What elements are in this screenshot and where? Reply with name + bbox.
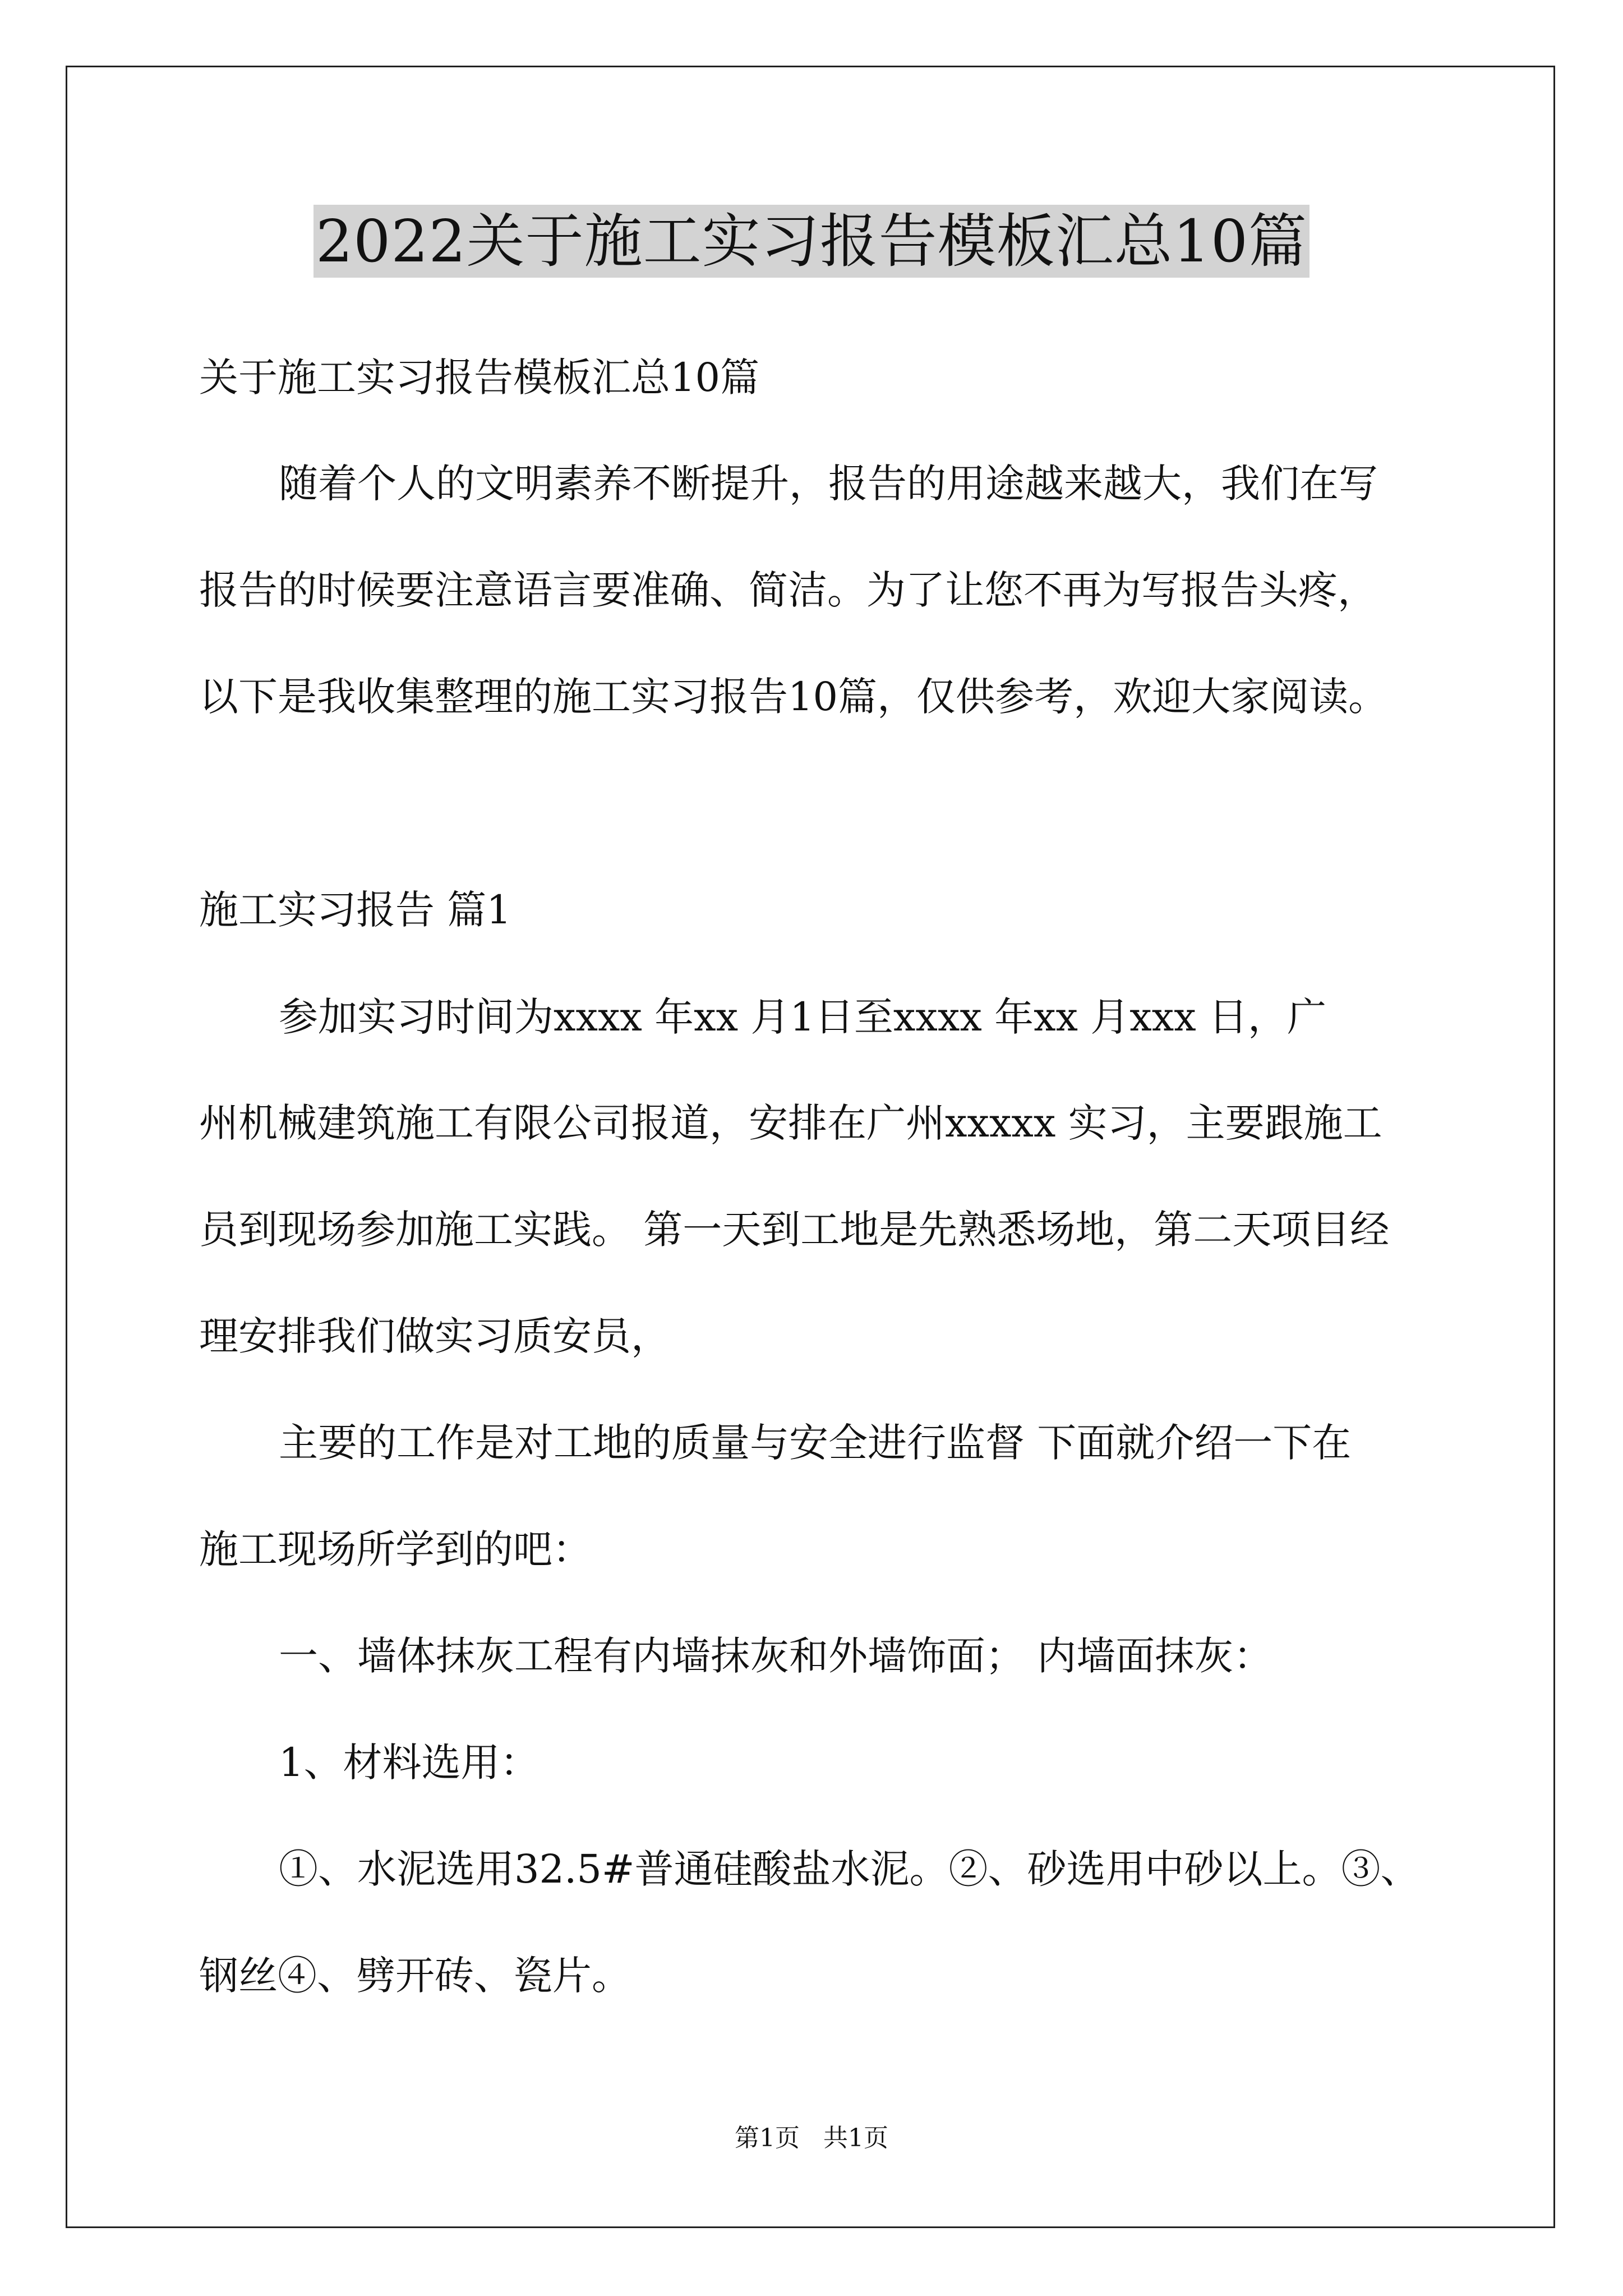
list-heading: 1、材料选用：: [279, 1740, 540, 1786]
paragraph-line: 施工现场所学到的吧：: [199, 1526, 592, 1572]
paragraph-line: 州机械建筑施工有限公司报道，安排在广州xxxxx 实习，主要跟施工: [199, 1100, 1382, 1146]
paragraph-line: 以下是我收集整理的施工实习报告10篇，仅供参考，欢迎大家阅读。: [199, 674, 1388, 720]
paragraph-line: ①、水泥选用32.5#普通硅酸盐水泥。②、砂选用中砂以上。③、: [279, 1846, 1420, 1892]
section-heading: 施工实习报告 篇1: [199, 887, 511, 933]
paragraph-line: 一、墙体抹灰工程有内墙抹灰和外墙饰面； 内墙面抹灰：: [279, 1633, 1273, 1679]
paragraph-line: 主要的工作是对工地的质量与安全进行监督 下面就介绍一下在: [279, 1420, 1352, 1466]
document-title: 2022关于施工实习报告模板汇总10篇: [313, 205, 1310, 278]
paragraph-line: 钢丝④、劈开砖、瓷片。: [199, 1953, 631, 1999]
paragraph-line: 员到现场参加施工实践。 第一天到工地是先熟悉场地，第二天项目经: [199, 1207, 1390, 1253]
title-container: [0, 205, 1623, 278]
paragraph-line: 随着个人的文明素养不断提升，报告的用途越来越大，我们在写: [279, 461, 1378, 507]
paragraph-line: 参加实习时间为xxxx 年xx 月1日至xxxx 年xx 月xxx 日，广: [279, 994, 1326, 1040]
page-footer: 第1页 共1页: [735, 2124, 888, 2152]
paragraph-line: 报告的时候要注意语言要准确、简洁。为了让您不再为写报告头疼，: [199, 567, 1377, 613]
document-subtitle: 关于施工实习报告模板汇总10篇: [199, 355, 760, 401]
paragraph-line: 理安排我们做实习质安员，: [199, 1313, 670, 1359]
